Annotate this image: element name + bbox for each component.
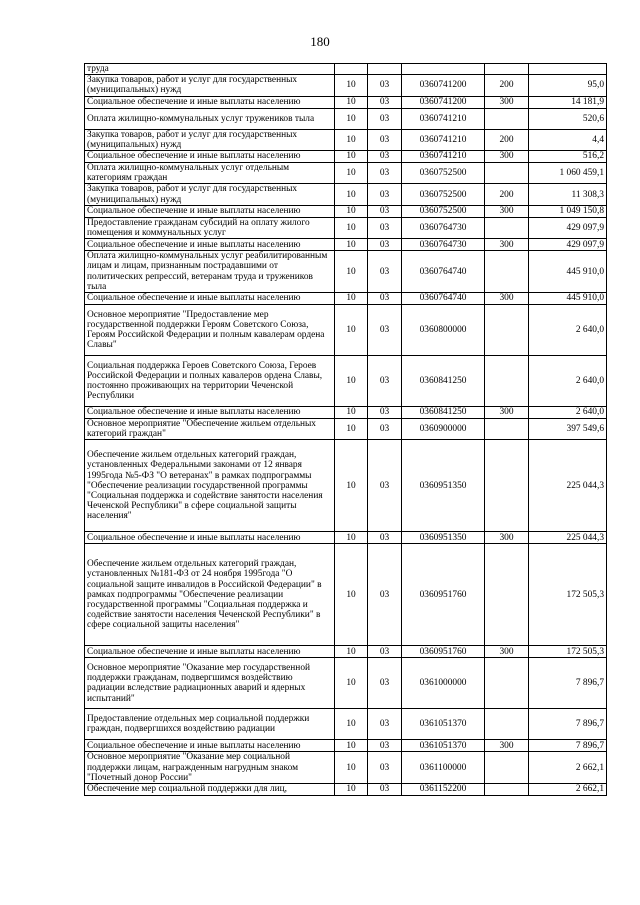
row-name: Предоставление гражданам субсидий на оплату жилого помещения и коммунальных услуг	[85, 217, 335, 238]
row-name: Социальное обеспечение и иные выплаты населению	[85, 205, 335, 217]
table-row	[85, 532, 607, 544]
row-amount: 2 662,1	[529, 752, 607, 784]
row-target-code: 0360741210	[402, 108, 485, 129]
row-expense-type: 300	[485, 96, 529, 108]
row-expense-type	[485, 108, 529, 129]
row-section: 10	[335, 658, 368, 709]
row-amount: 4,4	[529, 129, 607, 150]
row-section: 10	[335, 239, 368, 251]
row-expense-type	[485, 440, 529, 532]
row-expense-type: 300	[485, 646, 529, 658]
table-row	[85, 658, 607, 709]
row-subsection: 03	[368, 108, 402, 129]
row-amount: 7 896,7	[529, 658, 607, 709]
row-subsection: 03	[368, 217, 402, 238]
row-target-code: 0360841250	[402, 356, 485, 407]
row-section: 10	[335, 75, 368, 96]
row-target-code: 0360741210	[402, 129, 485, 150]
row-amount: 172 505,3	[529, 646, 607, 658]
row-name: Предоставление отдельных мер социальной поддержки граждан, подвергшихся воздействию радиации	[85, 709, 335, 740]
row-name: труда	[85, 64, 335, 75]
row-expense-type	[485, 709, 529, 740]
page-number: 180	[310, 34, 330, 49]
row-subsection: 03	[368, 96, 402, 108]
row-amount: 7 896,7	[529, 709, 607, 740]
row-name: Социальное обеспечение и иные выплаты населению	[85, 151, 335, 163]
table-row	[85, 184, 607, 205]
row-amount: 95,0	[529, 75, 607, 96]
row-target-code: 0360741200	[402, 75, 485, 96]
row-amount: 1 060 459,1	[529, 163, 607, 184]
row-name: Социальное обеспечение и иные выплаты населению	[85, 239, 335, 251]
row-amount: 2 662,1	[529, 784, 607, 796]
row-expense-type: 300	[485, 532, 529, 544]
row-subsection: 03	[368, 532, 402, 544]
row-target-code: 0360764740	[402, 251, 485, 293]
row-subsection: 03	[368, 646, 402, 658]
row-subsection: 03	[368, 419, 402, 440]
table-row	[85, 293, 607, 305]
row-target-code: 0360951350	[402, 440, 485, 532]
row-target-code: 0361051370	[402, 740, 485, 752]
row-amount: 2 640,0	[529, 356, 607, 407]
row-expense-type: 300	[485, 151, 529, 163]
table-row	[85, 151, 607, 163]
row-target-code: 0361000000	[402, 658, 485, 709]
row-amount: 7 896,7	[529, 740, 607, 752]
row-subsection: 03	[368, 163, 402, 184]
row-target-code: 0360741210	[402, 151, 485, 163]
row-subsection	[368, 64, 402, 75]
table-row	[85, 440, 607, 532]
row-target-code: 0360764740	[402, 293, 485, 305]
row-subsection: 03	[368, 709, 402, 740]
row-section: 10	[335, 96, 368, 108]
row-expense-type: 300	[485, 407, 529, 419]
row-amount: 397 549,6	[529, 419, 607, 440]
table-row	[85, 108, 607, 129]
row-name: Основное мероприятие "Оказание мер социальной поддержки лицам, награжденным нагрудным знаком "Почетный донор России"	[85, 752, 335, 784]
row-name: Закупка товаров, работ и услуг для государственных (муниципальных) нужд	[85, 75, 335, 96]
row-subsection: 03	[368, 407, 402, 419]
row-subsection: 03	[368, 784, 402, 796]
row-name: Оплата жилищно-коммунальных услуг тружеников тыла	[85, 108, 335, 129]
table-row	[85, 163, 607, 184]
row-section: 10	[335, 740, 368, 752]
row-target-code: 0360951760	[402, 646, 485, 658]
row-subsection: 03	[368, 740, 402, 752]
row-expense-type	[485, 251, 529, 293]
row-name: Обеспечение жильем отдельных категорий граждан, установленных №181-ФЗ от 24 ноября 1995года "О социальной защите инвалидов в Российской Федерации" в рамках подпрограммы "Обеспечение реализации государственной программы "Социальная поддержка и содействие занятости населения Чеченской Республики" в сфере социальной защиты населения"	[85, 544, 335, 646]
row-expense-type: 200	[485, 184, 529, 205]
row-target-code: 0361051370	[402, 709, 485, 740]
table-row	[85, 419, 607, 440]
row-name: Оплата жилищно-коммунальных услуг отдельным категориям граждан	[85, 163, 335, 184]
row-expense-type: 300	[485, 293, 529, 305]
row-target-code: 0360764730	[402, 217, 485, 238]
row-name: Социальное обеспечение и иные выплаты населению	[85, 96, 335, 108]
row-name: Социальная поддержка Героев Советского Союза, Героев Российской Федерации и полных кавалеров ордена Славы, постоянно проживающих на территории Чеченской Республики	[85, 356, 335, 407]
row-subsection: 03	[368, 305, 402, 356]
row-expense-type: 300	[485, 205, 529, 217]
row-subsection: 03	[368, 752, 402, 784]
budget-table	[84, 63, 607, 796]
row-name: Социальное обеспечение и иные выплаты населению	[85, 293, 335, 305]
row-amount: 520,6	[529, 108, 607, 129]
row-section: 10	[335, 356, 368, 407]
row-name: Основное мероприятие "Обеспечение жильем отдельных категорий граждан"	[85, 419, 335, 440]
row-amount: 1 049 150,8	[529, 205, 607, 217]
row-section: 10	[335, 217, 368, 238]
row-name: Обеспечение жильем отдельных категорий граждан, установленных Федеральными законами от 12 января 1995года №5-ФЗ "О ветеранах" в рамках подпрограммы "Обеспечение реализации государственной программы "Социальная поддержка и содействие занятости населения Чеченской Республики" в сфере социальной защиты населения"	[85, 440, 335, 532]
row-target-code: 0360752500	[402, 163, 485, 184]
row-name: Оплата жилищно-коммунальных услуг реабилитированным лицам и лицам, признанным пострадавшими от политических репрессий, ветеранам труда и тружеников тыла	[85, 251, 335, 293]
row-section: 10	[335, 305, 368, 356]
row-name: Социальное обеспечение и иные выплаты населению	[85, 532, 335, 544]
table-row	[85, 646, 607, 658]
row-amount: 429 097,9	[529, 217, 607, 238]
table-row	[85, 709, 607, 740]
row-section: 10	[335, 544, 368, 646]
row-amount: 516,2	[529, 151, 607, 163]
row-name: Закупка товаров, работ и услуг для государственных (муниципальных) нужд	[85, 184, 335, 205]
table-row	[85, 305, 607, 356]
row-section: 10	[335, 184, 368, 205]
row-expense-type	[485, 217, 529, 238]
table-row	[85, 205, 607, 217]
row-section: 10	[335, 532, 368, 544]
row-name: Основное мероприятие "Предоставление мер государственной поддержки Героям Советского Союза, Героям Российской Федерации и полным кавалерам ордена Славы"	[85, 305, 335, 356]
row-expense-type: 200	[485, 129, 529, 150]
row-subsection: 03	[368, 293, 402, 305]
row-expense-type: 300	[485, 239, 529, 251]
row-subsection: 03	[368, 184, 402, 205]
row-target-code: 0360752500	[402, 205, 485, 217]
row-section: 10	[335, 205, 368, 217]
row-subsection: 03	[368, 239, 402, 251]
row-expense-type	[485, 419, 529, 440]
row-target-code: 0360900000	[402, 419, 485, 440]
row-amount	[529, 64, 607, 75]
row-amount: 2 640,0	[529, 407, 607, 419]
row-subsection: 03	[368, 251, 402, 293]
row-section: 10	[335, 251, 368, 293]
row-expense-type	[485, 356, 529, 407]
row-amount: 445 910,0	[529, 251, 607, 293]
row-subsection: 03	[368, 440, 402, 532]
row-expense-type	[485, 752, 529, 784]
row-section: 10	[335, 129, 368, 150]
table-row	[85, 251, 607, 293]
row-expense-type: 200	[485, 75, 529, 96]
row-name: Закупка товаров, работ и услуг для государственных (муниципальных) нужд	[85, 129, 335, 150]
row-target-code: 0360841250	[402, 407, 485, 419]
row-subsection: 03	[368, 151, 402, 163]
table-row	[85, 64, 607, 75]
row-target-code: 0361100000	[402, 752, 485, 784]
row-expense-type	[485, 64, 529, 75]
row-section: 10	[335, 293, 368, 305]
row-section: 10	[335, 784, 368, 796]
row-target-code: 0361152200	[402, 784, 485, 796]
row-section: 10	[335, 108, 368, 129]
row-target-code: 0360741200	[402, 96, 485, 108]
row-expense-type	[485, 658, 529, 709]
table-row	[85, 129, 607, 150]
row-section: 10	[335, 440, 368, 532]
row-name: Социальное обеспечение и иные выплаты населению	[85, 407, 335, 419]
row-name: Социальное обеспечение и иные выплаты населению	[85, 646, 335, 658]
row-target-code: 0360764730	[402, 239, 485, 251]
row-name: Социальное обеспечение и иные выплаты населению	[85, 740, 335, 752]
row-expense-type	[485, 163, 529, 184]
row-target-code: 0360800000	[402, 305, 485, 356]
row-subsection: 03	[368, 544, 402, 646]
row-section: 10	[335, 709, 368, 740]
table-row	[85, 752, 607, 784]
table-row	[85, 740, 607, 752]
row-name: Основное мероприятие "Оказание мер государственной поддержки гражданам, подвергшимся воздействию радиации вследствие радиационных аварий и ядерных испытаний"	[85, 658, 335, 709]
row-section	[335, 64, 368, 75]
row-section: 10	[335, 646, 368, 658]
row-section: 10	[335, 419, 368, 440]
row-target-code	[402, 64, 485, 75]
row-expense-type: 300	[485, 740, 529, 752]
row-subsection: 03	[368, 658, 402, 709]
row-amount: 11 308,3	[529, 184, 607, 205]
table-row	[85, 407, 607, 419]
row-amount: 225 044,3	[529, 440, 607, 532]
row-expense-type	[485, 784, 529, 796]
row-amount: 172 505,3	[529, 544, 607, 646]
row-section: 10	[335, 407, 368, 419]
row-section: 10	[335, 752, 368, 784]
row-expense-type	[485, 305, 529, 356]
table-row	[85, 75, 607, 96]
row-subsection: 03	[368, 356, 402, 407]
row-name: Обеспечение мер социальной поддержки для лиц,	[85, 784, 335, 796]
row-expense-type	[485, 544, 529, 646]
row-section: 10	[335, 151, 368, 163]
row-amount: 445 910,0	[529, 293, 607, 305]
row-amount: 225 044,3	[529, 532, 607, 544]
row-amount: 429 097,9	[529, 239, 607, 251]
row-target-code: 0360752500	[402, 184, 485, 205]
row-amount: 2 640,0	[529, 305, 607, 356]
table-row	[85, 96, 607, 108]
row-subsection: 03	[368, 129, 402, 150]
row-amount: 14 181,9	[529, 96, 607, 108]
row-subsection: 03	[368, 205, 402, 217]
row-section: 10	[335, 163, 368, 184]
row-target-code: 0360951760	[402, 544, 485, 646]
table-row	[85, 217, 607, 238]
row-target-code: 0360951350	[402, 532, 485, 544]
table-row	[85, 356, 607, 407]
table-row	[85, 544, 607, 646]
table-row	[85, 239, 607, 251]
row-subsection: 03	[368, 75, 402, 96]
table-row	[85, 784, 607, 796]
